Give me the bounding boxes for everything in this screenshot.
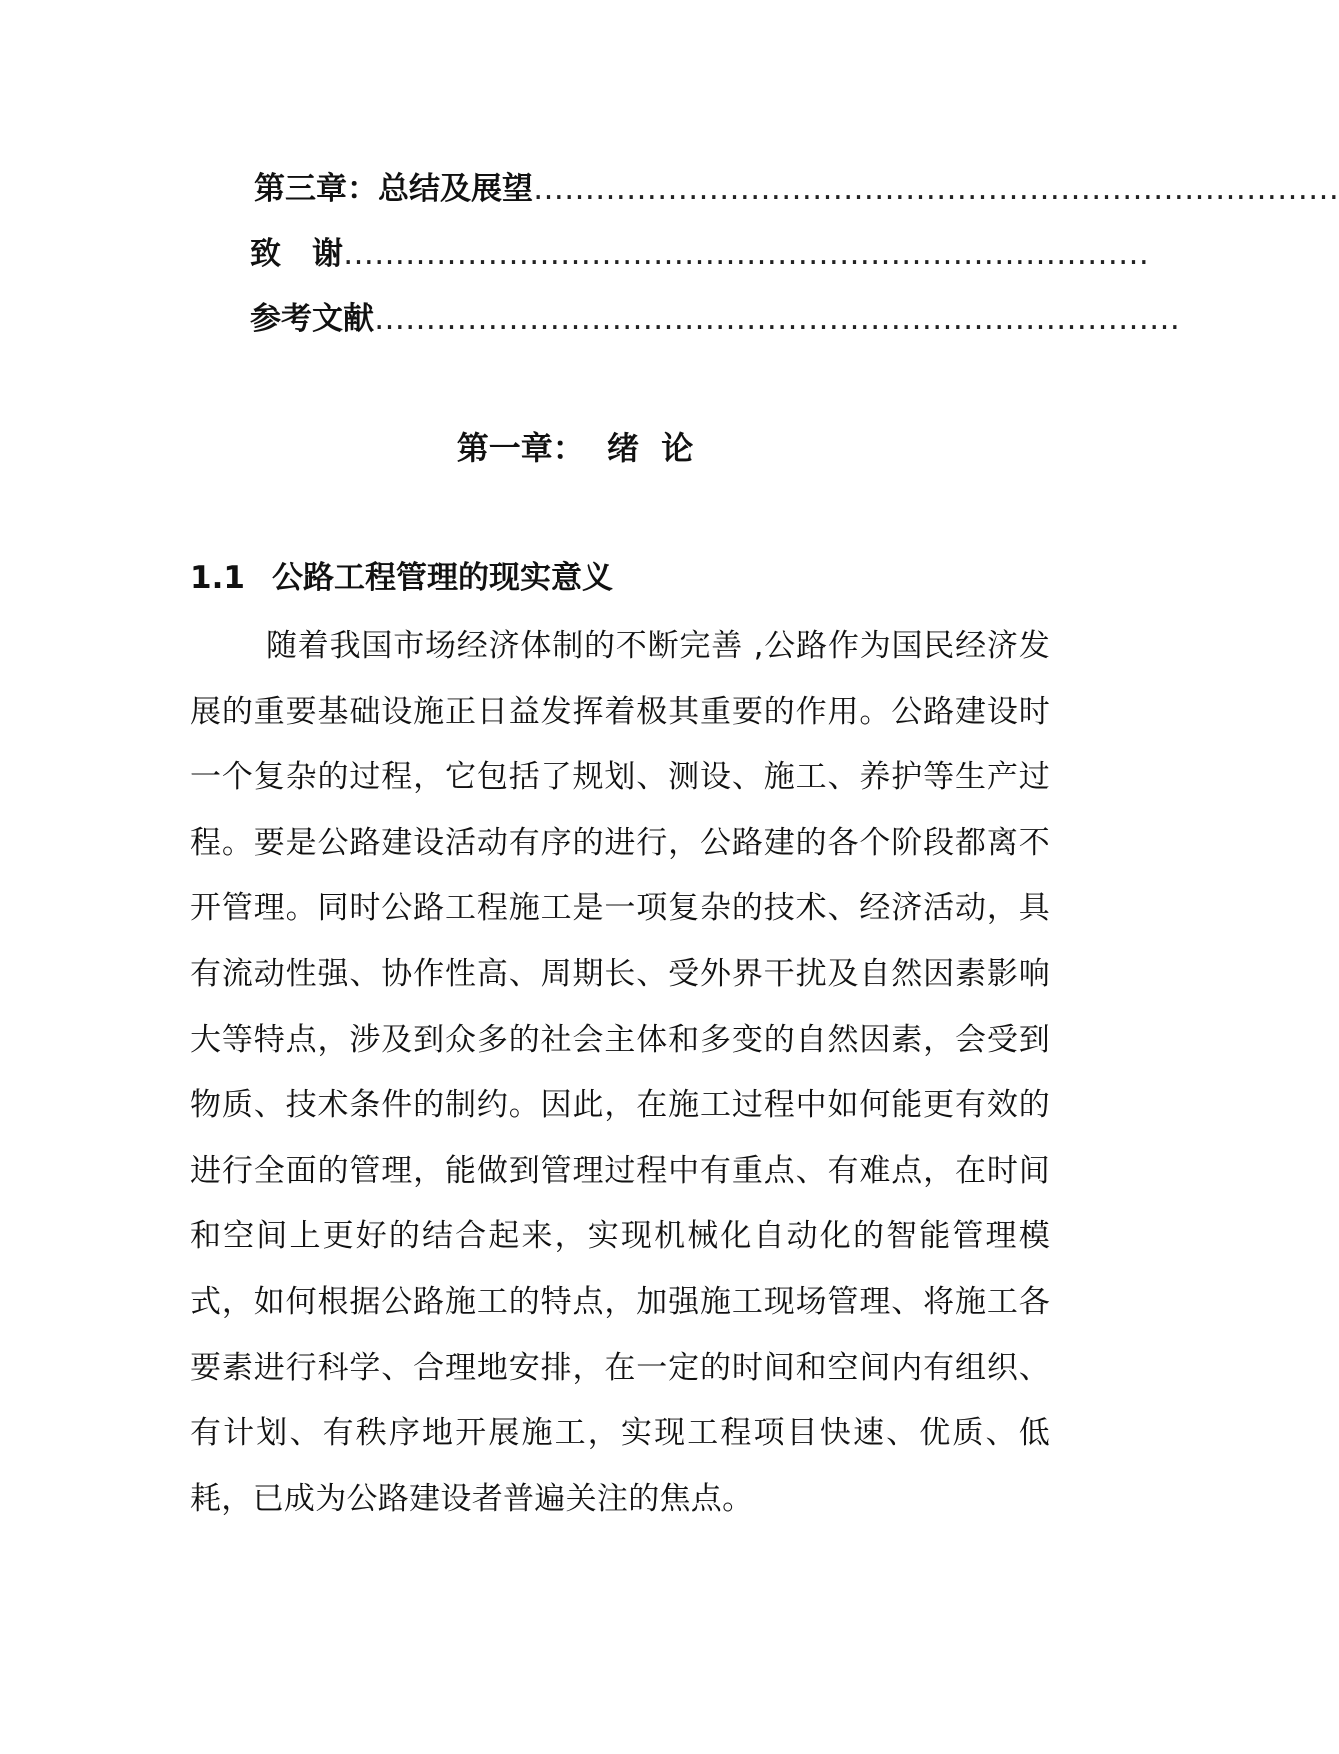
toc-entry-label: 参考文献 <box>250 301 374 337</box>
section-heading <box>190 555 613 601</box>
toc-leader-dots: …………………………………………………………………… <box>533 171 1339 207</box>
toc-entry-references[interactable] <box>250 297 1180 341</box>
toc-leader-dots: …………………………………………………………………… <box>374 301 1180 337</box>
section-title: 公路工程管理的现实意义 <box>272 560 613 596</box>
toc-entry-label: 第三章：总结及展望 <box>254 171 533 207</box>
toc-entry-label: 致 谢 <box>250 236 343 272</box>
section-number: 1.1 <box>190 560 245 596</box>
body-paragraph: 随着我国市场经济体制的不断完善 ,公路作为国民经济发展的重要基础设施正日益发挥着极其重要的作用。公路建设时一个复杂的过程，它包括了规划、测设、施工、养护等生产过程。要是公路建设活动有序的进行，公路建的各个阶段都离不开管理。同时公路工程施工是一项复杂的技术、经济活动，具有流动性强、协作性高、周期长、受外界干扰及自然因素影响大等特点，涉及到众多的社会主体和多变的自然因素，会受到物质、技术条件的制约。因此，在施工过程中如何能更有效的进行全面的管理，能做到管理过程中有重点、有难点，在时间和空间上更好的结合起来，实现机械化自动化的智能管理模式，如何根据公路施工的特点，加强施工现场管理、将施工各要素进行科学、合理地安排，在一定的时间和空间内有组织、有计划、有秩序地开展施工，实现工程项目快速、优质、低耗，已成为公路建设者普遍关注的焦点。 <box>190 628 1050 1517</box>
chapter-title: 第一章： 绪 论 <box>456 429 694 467</box>
toc-leader-dots: …………………………………………………………………… <box>343 236 1149 272</box>
toc-entry-acknowledgements[interactable] <box>250 232 1149 276</box>
toc-entry-chapter-3[interactable] <box>254 167 1339 211</box>
